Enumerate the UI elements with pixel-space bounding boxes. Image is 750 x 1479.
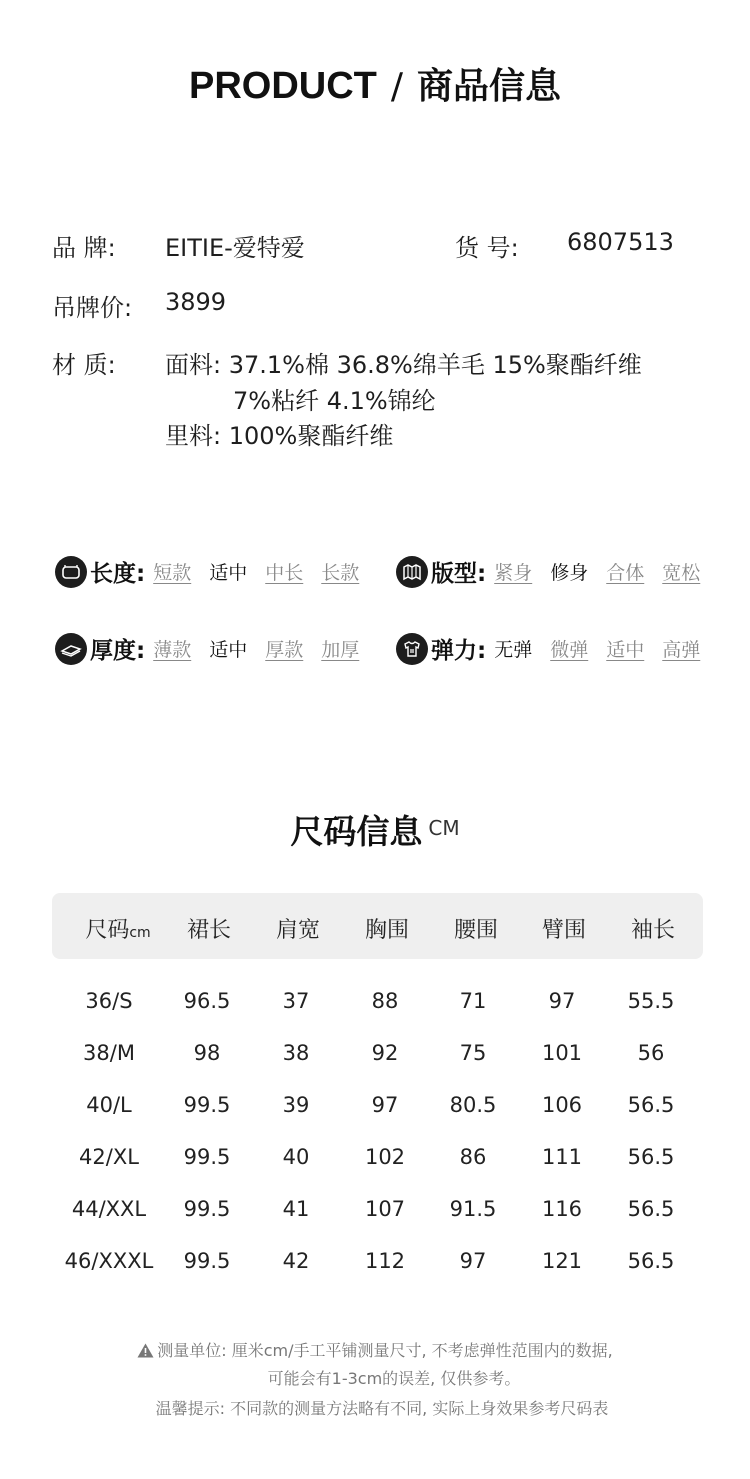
option-regular: 合体 bbox=[606, 562, 645, 584]
size-section-title bbox=[0, 806, 750, 853]
page-title bbox=[0, 58, 750, 109]
cell-shoulder: 39 bbox=[282, 1093, 310, 1117]
cell-waist: 75 bbox=[459, 1041, 487, 1065]
cell-skirt-length: 99.5 bbox=[183, 1093, 231, 1117]
size-title-text: 尺码信息 bbox=[290, 812, 423, 851]
cell-size: 36/S bbox=[85, 989, 133, 1013]
cell-sleeve: 56.5 bbox=[627, 1093, 675, 1117]
cell-sleeve: 56 bbox=[637, 1041, 665, 1065]
option-long: 长款 bbox=[321, 562, 360, 584]
cell-sleeve: 56.5 bbox=[627, 1197, 675, 1221]
cell-bust: 102 bbox=[364, 1145, 406, 1169]
lining-line: 里料: 100%聚酯纤维 bbox=[165, 422, 394, 450]
sku-label: 货 号: bbox=[455, 234, 519, 262]
option-no-stretch: 无弹 bbox=[494, 639, 533, 661]
cell-shoulder: 38 bbox=[282, 1041, 310, 1065]
fit-icon bbox=[396, 556, 428, 588]
cell-arm: 111 bbox=[541, 1145, 583, 1169]
attr-name: 版型: bbox=[431, 561, 487, 587]
header-sleeve: 袖长 bbox=[630, 918, 675, 943]
option-slight-stretch: 微弹 bbox=[550, 639, 589, 661]
option-slim: 修身 bbox=[550, 562, 589, 584]
cell-size: 44/XXL bbox=[71, 1197, 147, 1221]
cell-arm: 121 bbox=[541, 1249, 583, 1273]
note-line-3: 温馨提示: 不同款的测量方法略有不同, 实际上身效果参考尺码表 bbox=[155, 1399, 609, 1418]
header-skirt-length: 裙长 bbox=[186, 918, 231, 943]
option-thick: 厚款 bbox=[265, 639, 304, 661]
elasticity-icon bbox=[396, 633, 428, 665]
thickness-icon bbox=[55, 633, 87, 665]
cell-size: 46/XXXL bbox=[64, 1249, 154, 1273]
header-shoulder: 肩宽 bbox=[275, 918, 320, 943]
option-short: 短款 bbox=[153, 562, 192, 584]
fabric-line-2: 7%粘纤 4.1%锦纶 bbox=[233, 387, 436, 415]
option-medium: 适中 bbox=[209, 639, 248, 661]
option-mid-long: 中长 bbox=[265, 562, 304, 584]
price-label: 吊牌价: bbox=[52, 294, 133, 322]
cell-bust: 97 bbox=[371, 1093, 399, 1117]
title-cn: 商品信息 bbox=[417, 66, 562, 107]
cell-arm: 97 bbox=[548, 989, 576, 1013]
sku-value: 6807513 bbox=[567, 228, 674, 256]
cell-waist: 71 bbox=[459, 989, 487, 1013]
cell-size: 42/XL bbox=[79, 1145, 139, 1169]
length-icon bbox=[55, 556, 87, 588]
warning-icon bbox=[137, 1343, 154, 1362]
brand-value: EITIE-爱特爱 bbox=[165, 234, 305, 262]
attr-thickness bbox=[55, 632, 359, 665]
brand-label: 品 牌: bbox=[52, 234, 116, 262]
cell-shoulder: 40 bbox=[282, 1145, 310, 1169]
header-waist: 腰围 bbox=[453, 918, 498, 943]
header-bust: 胸围 bbox=[364, 918, 409, 943]
note-text-1: 测量单位: 厘米cm/手工平铺测量尺寸, 不考虑弹性范围内的数据, bbox=[157, 1341, 613, 1360]
attr-name: 长度: bbox=[90, 561, 146, 587]
header-size bbox=[68, 913, 168, 944]
option-high-stretch: 高弹 bbox=[662, 639, 701, 661]
cell-waist: 91.5 bbox=[449, 1197, 497, 1221]
header-size-unit: cm bbox=[129, 925, 151, 941]
cell-arm: 116 bbox=[541, 1197, 583, 1221]
cell-bust: 88 bbox=[371, 989, 399, 1013]
option-loose: 宽松 bbox=[662, 562, 701, 584]
attr-name: 厚度: bbox=[90, 638, 146, 664]
cell-waist: 97 bbox=[459, 1249, 487, 1273]
option-extra-thick: 加厚 bbox=[321, 639, 360, 661]
cell-bust: 107 bbox=[364, 1197, 406, 1221]
cell-sleeve: 56.5 bbox=[627, 1249, 675, 1273]
cell-arm: 101 bbox=[541, 1041, 583, 1065]
option-medium: 适中 bbox=[209, 562, 248, 584]
cell-waist: 86 bbox=[459, 1145, 487, 1169]
cell-size: 40/L bbox=[86, 1093, 132, 1117]
title-en: PRODUCT bbox=[188, 65, 377, 107]
option-tight: 紧身 bbox=[494, 562, 533, 584]
title-separator: / bbox=[390, 66, 403, 107]
cell-skirt-length: 98 bbox=[193, 1041, 221, 1065]
cell-shoulder: 37 bbox=[282, 989, 310, 1013]
cell-skirt-length: 99.5 bbox=[183, 1249, 231, 1273]
attr-name: 弹力: bbox=[431, 638, 487, 664]
cell-arm: 106 bbox=[541, 1093, 583, 1117]
header-arm: 臂围 bbox=[541, 918, 586, 943]
cell-size: 38/M bbox=[83, 1041, 135, 1065]
cell-sleeve: 56.5 bbox=[627, 1145, 675, 1169]
fabric-line-1: 面料: 37.1%棉 36.8%绵羊毛 15%聚酯纤维 bbox=[165, 351, 642, 379]
price-value: 3899 bbox=[165, 288, 227, 316]
cell-skirt-length: 99.5 bbox=[183, 1197, 231, 1221]
cell-waist: 80.5 bbox=[449, 1093, 497, 1117]
attr-fit bbox=[396, 555, 700, 588]
attr-length bbox=[55, 555, 359, 588]
option-medium-stretch: 适中 bbox=[606, 639, 645, 661]
note-line-2: 可能会有1-3cm的误差, 仅供参考。 bbox=[267, 1369, 521, 1388]
cell-bust: 112 bbox=[364, 1249, 406, 1273]
cell-shoulder: 41 bbox=[282, 1197, 310, 1221]
cell-shoulder: 42 bbox=[282, 1249, 310, 1273]
cell-skirt-length: 99.5 bbox=[183, 1145, 231, 1169]
cell-sleeve: 55.5 bbox=[627, 989, 675, 1013]
header-size-label: 尺码 bbox=[85, 918, 130, 943]
cell-bust: 92 bbox=[371, 1041, 399, 1065]
material-label: 材 质: bbox=[52, 351, 116, 379]
size-title-unit: CM bbox=[428, 816, 460, 840]
option-thin: 薄款 bbox=[153, 639, 192, 661]
cell-skirt-length: 96.5 bbox=[183, 989, 231, 1013]
note-line-1 bbox=[0, 1338, 750, 1362]
attr-elasticity bbox=[396, 632, 700, 665]
